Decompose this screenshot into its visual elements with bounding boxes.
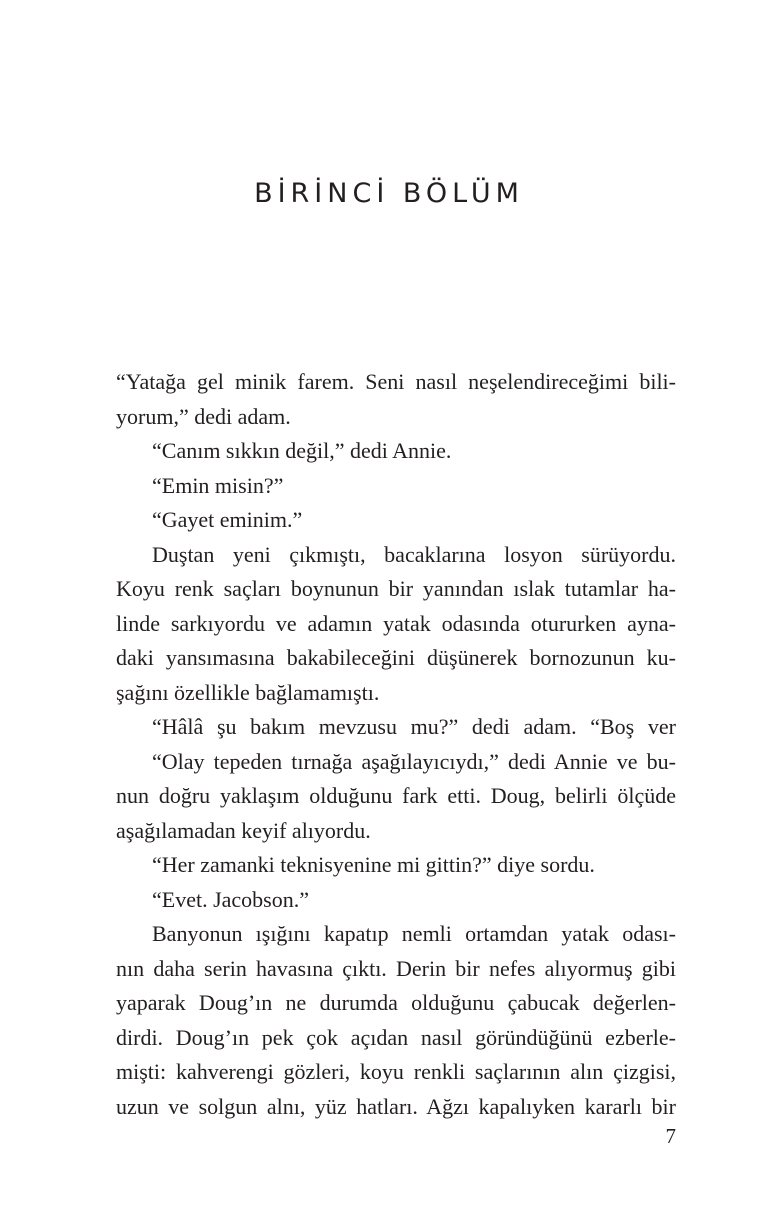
text-line: linde sarkıyordu ve adamın yatak odasında otururken ayna- xyxy=(116,610,676,636)
text-line: Koyu renk saçları boynunun bir yanından ıslak tutamlar ha- xyxy=(116,576,676,601)
text-line: Duştan yeni çıkmıştı, bacaklarına losyon sürüyordu. xyxy=(152,541,676,567)
text-line: mişti: kahverengi gözleri, koyu renkli saçlarının alın çizgisi, xyxy=(116,1059,676,1084)
text-line: “Evet. Jacobson.” xyxy=(152,886,309,912)
text-line: nın daha serin havasına çıktı. Derin bir nefes alıyormuş gibi xyxy=(116,955,676,981)
text-line: uzun ve solgun alnı, yüz hatları. Ağzı kapalıyken kararlı bir xyxy=(116,1093,676,1119)
text-line: “Olay tepeden tırnağa aşağılayıcıydı,” dedi Annie ve bu- xyxy=(152,748,676,774)
text-line: “Gayet eminim.” xyxy=(152,507,303,532)
text-line: aşağılamadan keyif alıyordu. xyxy=(116,817,371,843)
text-line: daki yansımasına bakabileceğini düşünerek bornozunun ku- xyxy=(116,645,676,670)
text-line: “Emin misin?” xyxy=(152,472,284,498)
text-line: “Her zamanki teknisyenine mi gittin?” diye sordu. xyxy=(152,852,595,877)
text-line: “Canım sıkkın değil,” dedi Annie. xyxy=(152,438,452,463)
text-line: yaparak Doug’ın ne durumda olduğunu çabucak değerlen- xyxy=(116,990,676,1015)
page-number: 7 xyxy=(665,1124,676,1148)
body-text xyxy=(116,365,676,1124)
chapter-title: BİRİNCİ BÖLÜM xyxy=(254,178,524,209)
text-line: “Hâlâ şu bakım mevzusu mu?” dedi adam. “Boş ver xyxy=(152,714,676,739)
text-line: nun doğru yaklaşım olduğunu fark etti. Doug, belirli ölçüde xyxy=(116,783,676,808)
text-line: yorum,” dedi adam. xyxy=(116,403,291,429)
text-line: “Yatağa gel minik farem. Seni nasıl neşelendireceğimi bili- xyxy=(116,369,676,394)
text-line: dirdi. Doug’ın pek çok açıdan nasıl göründüğünü ezberle- xyxy=(116,1024,676,1050)
text-line: şağını özellikle bağlamamıştı. xyxy=(116,679,380,705)
text-line: Banyonun ışığını kapatıp nemli ortamdan yatak odası- xyxy=(152,921,676,946)
